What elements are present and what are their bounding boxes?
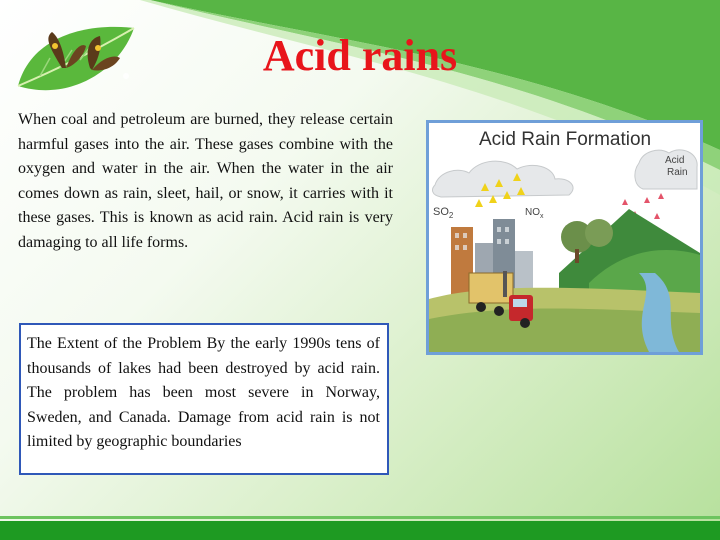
- nox-label: $NO_x$: [525, 207, 544, 220]
- extent-text-box: [19, 323, 389, 475]
- acid-rain-illustration: [426, 120, 703, 355]
- acid-rain-label-line1: Acid: [665, 155, 685, 166]
- body-paragraph: When coal and petroleum are burned, they release certain harmful gases into the air. These gases combine with the oxygen and water in the air. When the water in the air comes down as rain, sleet, hail, or snow, it carries with it these gases. This is known as acid rain. Acid rain is very damaging to all life forms.: [18, 111, 393, 251]
- so2-label: $SO_2$: [433, 206, 454, 220]
- bottom-thin-line: [0, 516, 720, 519]
- bottom-green-bar: [0, 521, 720, 540]
- acid-rain-label-line2: Rain: [667, 167, 688, 178]
- leaf-butterfly-icon: [10, 18, 140, 100]
- slide-title: Acid rains: [262, 31, 458, 80]
- figure-title: Acid Rain Formation: [479, 129, 652, 150]
- extent-text: The Extent of the Problem By the early 1990s tens of thousands of lakes had been destroyed by acid rain. The problem has been most severe in Norway, Sweden, and Canada. Damage from acid rain is not limited by geographic boundaries: [27, 335, 380, 450]
